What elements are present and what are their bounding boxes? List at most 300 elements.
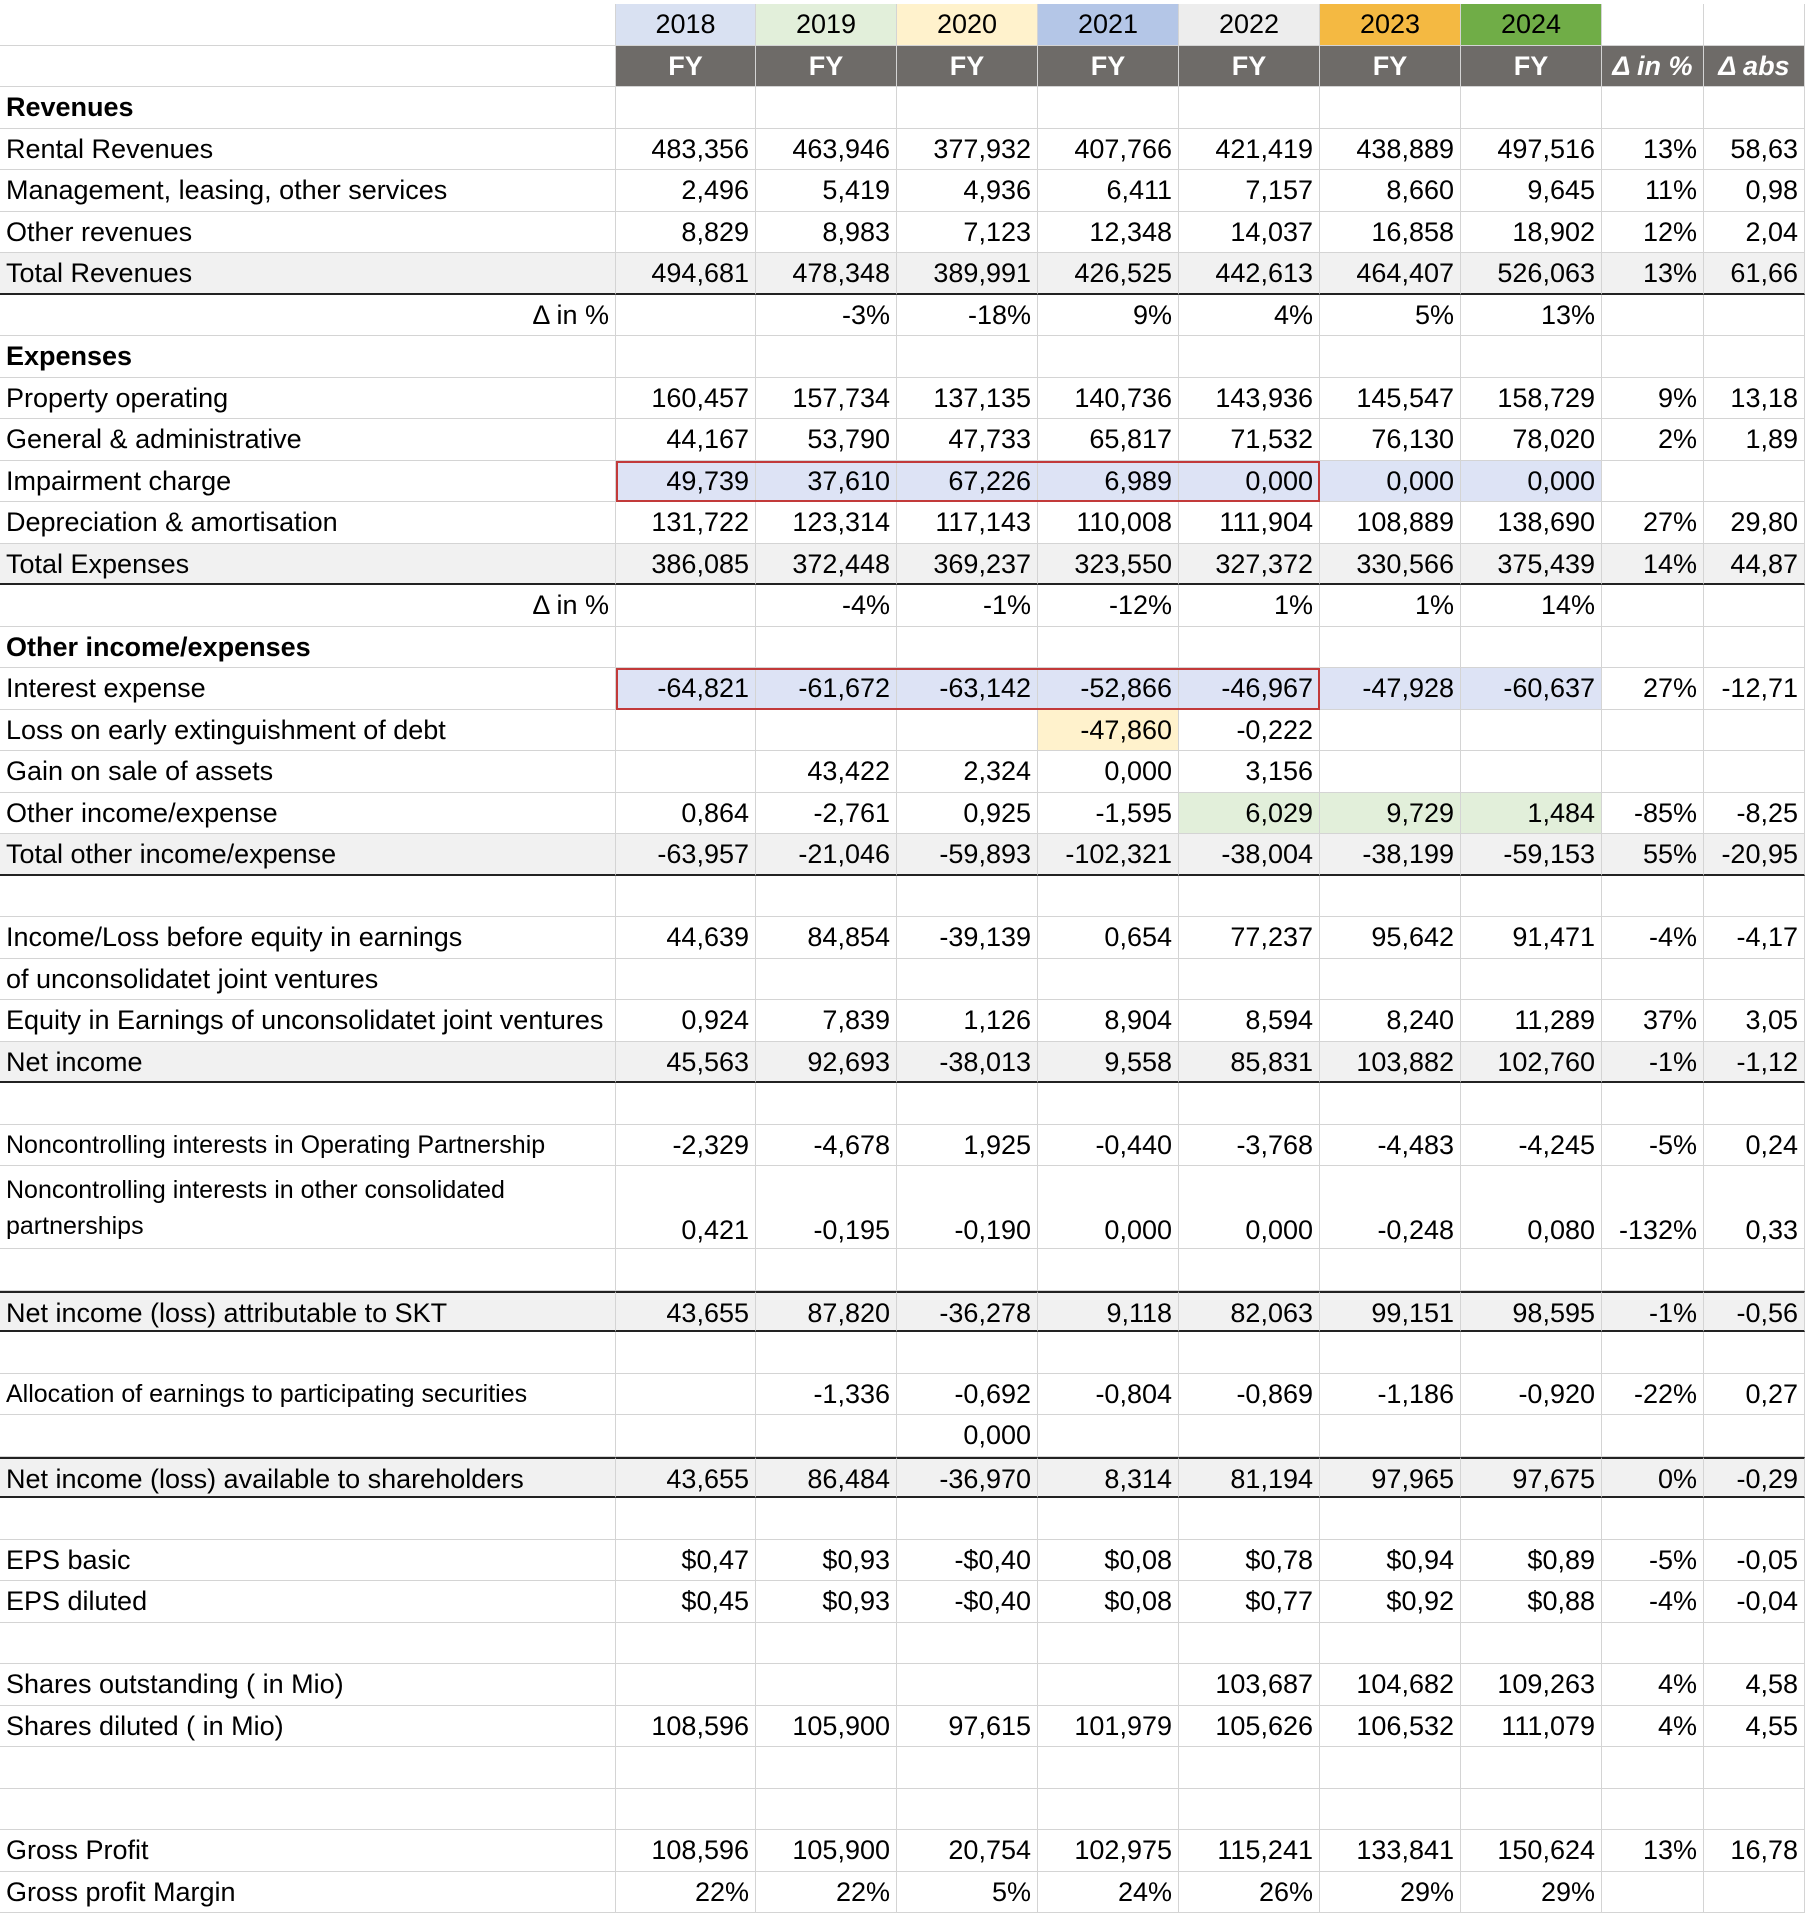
row-label-blank[interactable] xyxy=(0,1498,616,1540)
row-label-blank[interactable] xyxy=(0,876,616,918)
value-cell[interactable] xyxy=(616,1083,756,1125)
value-cell[interactable]: 377,932 xyxy=(897,129,1038,171)
value-cell[interactable]: 108,889 xyxy=(1320,502,1461,544)
value-cell[interactable]: 5% xyxy=(897,1872,1038,1914)
value-cell[interactable]: 9,118 xyxy=(1038,1291,1179,1333)
value-cell[interactable] xyxy=(616,1789,756,1831)
delta-pct-cell[interactable] xyxy=(1602,461,1704,503)
delta-pct-cell[interactable] xyxy=(1602,1623,1704,1665)
value-cell[interactable]: 0,925 xyxy=(897,793,1038,835)
value-cell[interactable]: 0,000 xyxy=(1038,751,1179,793)
delta-abs-cell[interactable]: 0,24 xyxy=(1704,1125,1805,1167)
value-cell[interactable] xyxy=(1038,87,1179,129)
value-cell[interactable] xyxy=(1038,1664,1179,1706)
value-cell[interactable] xyxy=(1038,627,1179,669)
value-cell[interactable] xyxy=(1179,87,1320,129)
value-cell[interactable]: 11,289 xyxy=(1461,1000,1602,1042)
value-cell[interactable]: 44,167 xyxy=(616,419,756,461)
value-cell[interactable] xyxy=(756,1623,897,1665)
value-cell[interactable] xyxy=(756,1498,897,1540)
delta-pct-cell[interactable] xyxy=(1602,627,1704,669)
value-cell[interactable]: -47,860 xyxy=(1038,710,1179,752)
header-year-2023[interactable]: 2023 xyxy=(1320,4,1461,46)
value-cell[interactable]: 102,975 xyxy=(1038,1830,1179,1872)
value-cell[interactable]: -18% xyxy=(897,295,1038,337)
value-cell[interactable]: 442,613 xyxy=(1179,253,1320,295)
value-cell[interactable] xyxy=(897,710,1038,752)
value-cell[interactable] xyxy=(1461,959,1602,1001)
value-cell[interactable]: 158,729 xyxy=(1461,378,1602,420)
delta-abs-cell[interactable] xyxy=(1704,710,1805,752)
value-cell[interactable]: 117,143 xyxy=(897,502,1038,544)
value-cell[interactable]: -38,199 xyxy=(1320,834,1461,876)
value-cell[interactable] xyxy=(1320,1789,1461,1831)
delta-pct-cell[interactable] xyxy=(1602,1872,1704,1914)
value-cell[interactable]: 123,314 xyxy=(756,502,897,544)
delta-pct-cell[interactable]: 13% xyxy=(1602,253,1704,295)
value-cell[interactable] xyxy=(1461,751,1602,793)
row-label-total-other-income-expense[interactable]: Total other income/expense xyxy=(0,834,616,876)
delta-abs-cell[interactable]: 58,63 xyxy=(1704,129,1805,171)
value-cell[interactable]: 0,000 xyxy=(1179,461,1320,503)
delta-pct-cell[interactable]: 13% xyxy=(1602,129,1704,171)
value-cell[interactable] xyxy=(1461,1415,1602,1457)
row-label-in[interactable]: Δ in % xyxy=(0,295,616,337)
value-cell[interactable] xyxy=(756,959,897,1001)
delta-abs-cell[interactable] xyxy=(1704,461,1805,503)
value-cell[interactable] xyxy=(616,336,756,378)
delta-pct-cell[interactable] xyxy=(1602,1083,1704,1125)
value-cell[interactable] xyxy=(897,627,1038,669)
value-cell[interactable]: 16,858 xyxy=(1320,212,1461,254)
value-cell[interactable] xyxy=(1461,1623,1602,1665)
value-cell[interactable]: 9,729 xyxy=(1320,793,1461,835)
value-cell[interactable]: -$0,40 xyxy=(897,1581,1038,1623)
value-cell[interactable]: 7,839 xyxy=(756,1000,897,1042)
row-label-allocation-of-earnings-to-participating-securities[interactable]: Allocation of earnings to participating securities xyxy=(0,1374,616,1416)
value-cell[interactable] xyxy=(616,1747,756,1789)
row-label-depreciation-amortisation[interactable]: Depreciation & amortisation xyxy=(0,502,616,544)
value-cell[interactable]: 109,263 xyxy=(1461,1664,1602,1706)
value-cell[interactable]: 29% xyxy=(1461,1872,1602,1914)
value-cell[interactable] xyxy=(756,1664,897,1706)
delta-pct-cell[interactable] xyxy=(1602,87,1704,129)
value-cell[interactable]: -60,637 xyxy=(1461,668,1602,710)
row-label-noncontrolling-interests-in-other-consolidated-partnerships[interactable]: Noncontrolling interests in other consolidated partnerships xyxy=(0,1166,616,1249)
delta-abs-cell[interactable] xyxy=(1704,1249,1805,1291)
delta-abs-cell[interactable]: -0,04 xyxy=(1704,1581,1805,1623)
value-cell[interactable]: -46,967 xyxy=(1179,668,1320,710)
value-cell[interactable] xyxy=(1461,336,1602,378)
value-cell[interactable] xyxy=(1461,87,1602,129)
delta-pct-cell[interactable]: 11% xyxy=(1602,170,1704,212)
value-cell[interactable]: 7,123 xyxy=(897,212,1038,254)
value-cell[interactable]: 6,029 xyxy=(1179,793,1320,835)
value-cell[interactable]: 3,156 xyxy=(1179,751,1320,793)
header-fy-2022[interactable]: FY xyxy=(1179,46,1320,88)
delta-abs-cell[interactable] xyxy=(1704,1747,1805,1789)
value-cell[interactable] xyxy=(1461,1083,1602,1125)
value-cell[interactable] xyxy=(616,1374,756,1416)
delta-pct-cell[interactable] xyxy=(1602,585,1704,627)
value-cell[interactable]: 115,241 xyxy=(1179,1830,1320,1872)
header-fy-2021[interactable]: FY xyxy=(1038,46,1179,88)
delta-pct-cell[interactable] xyxy=(1602,1747,1704,1789)
delta-pct-cell[interactable] xyxy=(1602,1249,1704,1291)
value-cell[interactable]: -2,761 xyxy=(756,793,897,835)
value-cell[interactable]: -21,046 xyxy=(756,834,897,876)
value-cell[interactable] xyxy=(616,1415,756,1457)
row-label-management-leasing-other-services[interactable]: Management, leasing, other services xyxy=(0,170,616,212)
value-cell[interactable]: 29% xyxy=(1320,1872,1461,1914)
value-cell[interactable]: 67,226 xyxy=(897,461,1038,503)
value-cell[interactable]: 101,979 xyxy=(1038,1706,1179,1748)
value-cell[interactable]: -39,139 xyxy=(897,917,1038,959)
delta-abs-cell[interactable]: 61,66 xyxy=(1704,253,1805,295)
value-cell[interactable]: $0,45 xyxy=(616,1581,756,1623)
value-cell[interactable]: 47,733 xyxy=(897,419,1038,461)
row-label-shares-outstanding-in-mio[interactable]: Shares outstanding ( in Mio) xyxy=(0,1664,616,1706)
value-cell[interactable]: -63,957 xyxy=(616,834,756,876)
value-cell[interactable] xyxy=(1320,336,1461,378)
value-cell[interactable]: 78,020 xyxy=(1461,419,1602,461)
delta-abs-cell[interactable] xyxy=(1704,876,1805,918)
value-cell[interactable] xyxy=(1038,1498,1179,1540)
delta-pct-cell[interactable]: -132% xyxy=(1602,1166,1704,1249)
value-cell[interactable]: 103,687 xyxy=(1179,1664,1320,1706)
row-label-revenues[interactable]: Revenues xyxy=(0,87,616,129)
row-label-rental-revenues[interactable]: Rental Revenues xyxy=(0,129,616,171)
value-cell[interactable]: 98,595 xyxy=(1461,1291,1602,1333)
value-cell[interactable]: 65,817 xyxy=(1038,419,1179,461)
value-cell[interactable] xyxy=(1179,1623,1320,1665)
value-cell[interactable]: -59,153 xyxy=(1461,834,1602,876)
value-cell[interactable] xyxy=(897,1623,1038,1665)
value-cell[interactable]: 407,766 xyxy=(1038,129,1179,171)
value-cell[interactable] xyxy=(1461,1789,1602,1831)
header-year-2018[interactable]: 2018 xyxy=(616,4,756,46)
value-cell[interactable]: $0,88 xyxy=(1461,1581,1602,1623)
value-cell[interactable] xyxy=(1461,1747,1602,1789)
value-cell[interactable]: 49,739 xyxy=(616,461,756,503)
value-cell[interactable] xyxy=(897,959,1038,1001)
value-cell[interactable]: -4,245 xyxy=(1461,1125,1602,1167)
delta-pct-cell[interactable]: 0% xyxy=(1602,1457,1704,1499)
value-cell[interactable]: 6,989 xyxy=(1038,461,1179,503)
delta-pct-cell[interactable]: -5% xyxy=(1602,1125,1704,1167)
value-cell[interactable]: 13% xyxy=(1461,295,1602,337)
header-fy-2020[interactable]: FY xyxy=(897,46,1038,88)
value-cell[interactable] xyxy=(756,87,897,129)
value-cell[interactable] xyxy=(616,585,756,627)
value-cell[interactable]: 160,457 xyxy=(616,378,756,420)
delta-abs-cell[interactable]: -12,71 xyxy=(1704,668,1805,710)
row-label-income-loss-before-equity-in-earnings[interactable]: Income/Loss before equity in earnings xyxy=(0,917,616,959)
value-cell[interactable] xyxy=(756,627,897,669)
value-cell[interactable] xyxy=(756,876,897,918)
value-cell[interactable]: $0,94 xyxy=(1320,1540,1461,1582)
value-cell[interactable] xyxy=(616,959,756,1001)
value-cell[interactable]: 497,516 xyxy=(1461,129,1602,171)
value-cell[interactable]: 150,624 xyxy=(1461,1830,1602,1872)
value-cell[interactable]: 464,407 xyxy=(1320,253,1461,295)
delta-pct-cell[interactable]: 4% xyxy=(1602,1706,1704,1748)
value-cell[interactable] xyxy=(616,710,756,752)
row-label-eps-basic[interactable]: EPS basic xyxy=(0,1540,616,1582)
delta-pct-cell[interactable]: -22% xyxy=(1602,1374,1704,1416)
value-cell[interactable]: -4,678 xyxy=(756,1125,897,1167)
value-cell[interactable]: $0,08 xyxy=(1038,1581,1179,1623)
delta-abs-cell[interactable] xyxy=(1704,1789,1805,1831)
delta-pct-cell[interactable]: 2% xyxy=(1602,419,1704,461)
value-cell[interactable]: 102,760 xyxy=(1461,1042,1602,1084)
value-cell[interactable]: 108,596 xyxy=(616,1830,756,1872)
delta-pct-cell[interactable]: 37% xyxy=(1602,1000,1704,1042)
row-label-interest-expense[interactable]: Interest expense xyxy=(0,668,616,710)
value-cell[interactable]: 97,615 xyxy=(897,1706,1038,1748)
delta-abs-cell[interactable]: 4,55 xyxy=(1704,1706,1805,1748)
delta-abs-cell[interactable]: 1,89 xyxy=(1704,419,1805,461)
delta-pct-cell[interactable]: -4% xyxy=(1602,917,1704,959)
header-fy-2023[interactable]: FY xyxy=(1320,46,1461,88)
value-cell[interactable]: 43,422 xyxy=(756,751,897,793)
value-cell[interactable]: 82,063 xyxy=(1179,1291,1320,1333)
row-label-shares-diluted-in-mio[interactable]: Shares diluted ( in Mio) xyxy=(0,1706,616,1748)
row-label-other-revenues[interactable]: Other revenues xyxy=(0,212,616,254)
value-cell[interactable]: -0,195 xyxy=(756,1166,897,1249)
header-year-2022[interactable]: 2022 xyxy=(1179,4,1320,46)
value-cell[interactable]: 8,314 xyxy=(1038,1457,1179,1499)
value-cell[interactable]: 85,831 xyxy=(1179,1042,1320,1084)
value-cell[interactable] xyxy=(1179,627,1320,669)
header-year-2021[interactable]: 2021 xyxy=(1038,4,1179,46)
delta-pct-cell[interactable] xyxy=(1602,876,1704,918)
value-cell[interactable]: 0,000 xyxy=(1461,461,1602,503)
value-cell[interactable]: $0,77 xyxy=(1179,1581,1320,1623)
value-cell[interactable] xyxy=(1038,876,1179,918)
value-cell[interactable]: 323,550 xyxy=(1038,544,1179,586)
value-cell[interactable]: 157,734 xyxy=(756,378,897,420)
value-cell[interactable]: 24% xyxy=(1038,1872,1179,1914)
value-cell[interactable] xyxy=(897,87,1038,129)
value-cell[interactable]: 8,983 xyxy=(756,212,897,254)
delta-pct-cell[interactable] xyxy=(1602,1498,1704,1540)
value-cell[interactable]: 386,085 xyxy=(616,544,756,586)
row-label-blank[interactable] xyxy=(0,1332,616,1374)
value-cell[interactable]: -36,278 xyxy=(897,1291,1038,1333)
value-cell[interactable]: 478,348 xyxy=(756,253,897,295)
row-label-blank[interactable] xyxy=(0,1623,616,1665)
delta-abs-cell[interactable]: -8,25 xyxy=(1704,793,1805,835)
value-cell[interactable]: 12,348 xyxy=(1038,212,1179,254)
value-cell[interactable]: 1,484 xyxy=(1461,793,1602,835)
value-cell[interactable]: 133,841 xyxy=(1320,1830,1461,1872)
value-cell[interactable]: 87,820 xyxy=(756,1291,897,1333)
value-cell[interactable] xyxy=(1461,1332,1602,1374)
value-cell[interactable]: 8,660 xyxy=(1320,170,1461,212)
value-cell[interactable]: -0,190 xyxy=(897,1166,1038,1249)
value-cell[interactable]: 494,681 xyxy=(616,253,756,295)
header-corner-cell[interactable] xyxy=(0,46,616,88)
value-cell[interactable]: 369,237 xyxy=(897,544,1038,586)
value-cell[interactable]: -3% xyxy=(756,295,897,337)
delta-abs-cell[interactable] xyxy=(1704,959,1805,1001)
value-cell[interactable]: 7,157 xyxy=(1179,170,1320,212)
row-label-other-income-expense[interactable]: Other income/expense xyxy=(0,793,616,835)
row-label-gross-profit[interactable]: Gross Profit xyxy=(0,1830,616,1872)
delta-pct-cell[interactable] xyxy=(1602,959,1704,1001)
value-cell[interactable]: -102,321 xyxy=(1038,834,1179,876)
value-cell[interactable]: -61,672 xyxy=(756,668,897,710)
value-cell[interactable] xyxy=(616,87,756,129)
value-cell[interactable]: 143,936 xyxy=(1179,378,1320,420)
value-cell[interactable]: 1,925 xyxy=(897,1125,1038,1167)
value-cell[interactable] xyxy=(616,1623,756,1665)
value-cell[interactable] xyxy=(616,1664,756,1706)
delta-abs-cell[interactable]: 44,87 xyxy=(1704,544,1805,586)
value-cell[interactable]: $0,93 xyxy=(756,1540,897,1582)
row-label-of-unconsolidatet-joint-ventures[interactable]: of unconsolidatet joint ventures xyxy=(0,959,616,1001)
value-cell[interactable]: 6,411 xyxy=(1038,170,1179,212)
row-label-total-revenues[interactable]: Total Revenues xyxy=(0,253,616,295)
value-cell[interactable]: 8,829 xyxy=(616,212,756,254)
value-cell[interactable]: -0,920 xyxy=(1461,1374,1602,1416)
value-cell[interactable] xyxy=(1320,876,1461,918)
header-year-2024[interactable]: 2024 xyxy=(1461,4,1602,46)
row-label-loss-on-early-extinguishment-of-debt[interactable]: Loss on early extinguishment of debt xyxy=(0,710,616,752)
value-cell[interactable]: 5,419 xyxy=(756,170,897,212)
value-cell[interactable] xyxy=(756,1332,897,1374)
value-cell[interactable]: 71,532 xyxy=(1179,419,1320,461)
value-cell[interactable] xyxy=(1179,1747,1320,1789)
value-cell[interactable] xyxy=(616,295,756,337)
value-cell[interactable]: 44,639 xyxy=(616,917,756,959)
value-cell[interactable]: 53,790 xyxy=(756,419,897,461)
delta-pct-cell[interactable]: 12% xyxy=(1602,212,1704,254)
row-label-impairment-charge[interactable]: Impairment charge xyxy=(0,461,616,503)
row-label-noncontrolling-interests-in-operating-partnership[interactable]: Noncontrolling interests in Operating Partnership xyxy=(0,1125,616,1167)
value-cell[interactable] xyxy=(1320,1498,1461,1540)
value-cell[interactable]: -0,248 xyxy=(1320,1166,1461,1249)
delta-abs-cell[interactable]: 0,33 xyxy=(1704,1166,1805,1249)
value-cell[interactable] xyxy=(897,1789,1038,1831)
value-cell[interactable]: 97,675 xyxy=(1461,1457,1602,1499)
value-cell[interactable]: 22% xyxy=(616,1872,756,1914)
value-cell[interactable]: 99,151 xyxy=(1320,1291,1461,1333)
value-cell[interactable] xyxy=(897,876,1038,918)
delta-abs-cell[interactable] xyxy=(1704,1415,1805,1457)
value-cell[interactable] xyxy=(1461,1249,1602,1291)
value-cell[interactable]: 105,626 xyxy=(1179,1706,1320,1748)
value-cell[interactable]: 84,854 xyxy=(756,917,897,959)
delta-pct-cell[interactable] xyxy=(1602,295,1704,337)
value-cell[interactable]: 97,965 xyxy=(1320,1457,1461,1499)
value-cell[interactable]: 26% xyxy=(1179,1872,1320,1914)
value-cell[interactable] xyxy=(1038,1083,1179,1125)
value-cell[interactable]: 0,000 xyxy=(1038,1166,1179,1249)
value-cell[interactable]: -36,970 xyxy=(897,1457,1038,1499)
delta-abs-cell[interactable]: -0,05 xyxy=(1704,1540,1805,1582)
value-cell[interactable]: 131,722 xyxy=(616,502,756,544)
delta-pct-cell[interactable]: 27% xyxy=(1602,668,1704,710)
header-year-2019[interactable]: 2019 xyxy=(756,4,897,46)
value-cell[interactable]: 103,882 xyxy=(1320,1042,1461,1084)
value-cell[interactable]: 105,900 xyxy=(756,1830,897,1872)
row-label-total-expenses[interactable]: Total Expenses xyxy=(0,544,616,586)
value-cell[interactable] xyxy=(1461,876,1602,918)
value-cell[interactable]: $0,08 xyxy=(1038,1540,1179,1582)
value-cell[interactable] xyxy=(1038,1249,1179,1291)
delta-pct-cell[interactable] xyxy=(1602,710,1704,752)
delta-pct-cell[interactable]: 14% xyxy=(1602,544,1704,586)
delta-abs-cell[interactable]: 13,18 xyxy=(1704,378,1805,420)
value-cell[interactable]: -1,595 xyxy=(1038,793,1179,835)
value-cell[interactable] xyxy=(1461,1498,1602,1540)
delta-abs-cell[interactable]: 2,04 xyxy=(1704,212,1805,254)
value-cell[interactable]: -1,186 xyxy=(1320,1374,1461,1416)
value-cell[interactable]: 111,904 xyxy=(1179,502,1320,544)
delta-abs-cell[interactable]: -0,56 xyxy=(1704,1291,1805,1333)
value-cell[interactable]: 45,563 xyxy=(616,1042,756,1084)
value-cell[interactable]: 0,080 xyxy=(1461,1166,1602,1249)
delta-abs-cell[interactable] xyxy=(1704,751,1805,793)
value-cell[interactable]: 4,936 xyxy=(897,170,1038,212)
value-cell[interactable]: 91,471 xyxy=(1461,917,1602,959)
value-cell[interactable] xyxy=(1038,1747,1179,1789)
row-label-blank[interactable] xyxy=(0,1249,616,1291)
value-cell[interactable] xyxy=(897,1664,1038,1706)
value-cell[interactable]: -4% xyxy=(756,585,897,627)
delta-pct-cell[interactable] xyxy=(1602,1415,1704,1457)
value-cell[interactable]: 77,237 xyxy=(1179,917,1320,959)
value-cell[interactable]: 105,900 xyxy=(756,1706,897,1748)
value-cell[interactable]: -47,928 xyxy=(1320,668,1461,710)
value-cell[interactable]: -0,869 xyxy=(1179,1374,1320,1416)
value-cell[interactable]: -59,893 xyxy=(897,834,1038,876)
delta-abs-cell[interactable]: 3,05 xyxy=(1704,1000,1805,1042)
value-cell[interactable] xyxy=(616,1249,756,1291)
row-label-net-income[interactable]: Net income xyxy=(0,1042,616,1084)
value-cell[interactable] xyxy=(1179,1249,1320,1291)
value-cell[interactable]: 137,135 xyxy=(897,378,1038,420)
value-cell[interactable]: 1,126 xyxy=(897,1000,1038,1042)
value-cell[interactable] xyxy=(897,336,1038,378)
value-cell[interactable]: 0,000 xyxy=(1179,1166,1320,1249)
delta-pct-cell[interactable]: 13% xyxy=(1602,1830,1704,1872)
value-cell[interactable]: 483,356 xyxy=(616,129,756,171)
header-fy-2024[interactable]: FY xyxy=(1461,46,1602,88)
delta-abs-cell[interactable]: 4,58 xyxy=(1704,1664,1805,1706)
value-cell[interactable]: 14% xyxy=(1461,585,1602,627)
value-cell[interactable]: 375,439 xyxy=(1461,544,1602,586)
value-cell[interactable] xyxy=(756,336,897,378)
delta-pct-cell[interactable]: -1% xyxy=(1602,1291,1704,1333)
value-cell[interactable]: 5% xyxy=(1320,295,1461,337)
delta-abs-cell[interactable] xyxy=(1704,627,1805,669)
delta-abs-cell[interactable]: 0,98 xyxy=(1704,170,1805,212)
value-cell[interactable] xyxy=(1320,710,1461,752)
delta-pct-cell[interactable]: 27% xyxy=(1602,502,1704,544)
delta-abs-cell[interactable]: 16,78 xyxy=(1704,1830,1805,1872)
value-cell[interactable]: 8,904 xyxy=(1038,1000,1179,1042)
value-cell[interactable]: 20,754 xyxy=(897,1830,1038,1872)
value-cell[interactable]: 37,610 xyxy=(756,461,897,503)
value-cell[interactable] xyxy=(1038,1332,1179,1374)
value-cell[interactable] xyxy=(1179,336,1320,378)
row-label-equity-in-earnings-of-unconsolidatet-joint-ventures[interactable]: Equity in Earnings of unconsolidatet joint ventures xyxy=(0,1000,616,1042)
header-corner-cell[interactable] xyxy=(0,4,616,46)
value-cell[interactable]: 43,655 xyxy=(616,1457,756,1499)
